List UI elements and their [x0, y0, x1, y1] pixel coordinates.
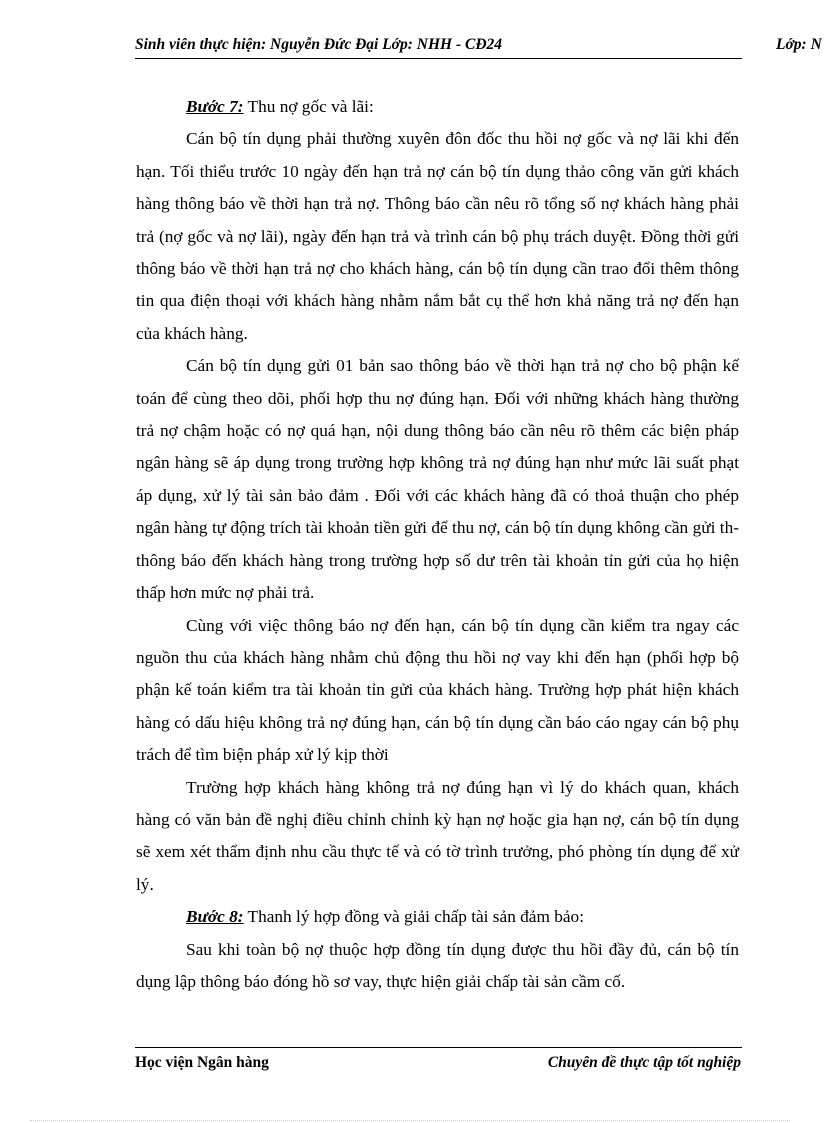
step-7-heading	[136, 91, 739, 123]
step-8-label: Bước 8:	[186, 907, 244, 927]
paragraph-5: Sau khi toàn bộ nợ thuộc hợp đồng tín dụng được thu hồi đầy đủ, cán bộ tín dụng lập thông báo đóng hồ sơ vay, thực hiện giải chấp tài sản cầm cố.	[136, 939, 739, 991]
page-header	[135, 36, 835, 54]
footer-institution: Học viện Ngân hàng	[135, 1054, 269, 1071]
step-7-label: Bước 7:	[186, 97, 244, 116]
step-7-title: Thu nợ gốc và lãi:	[243, 97, 374, 116]
step-8-title: Thanh lý hợp đồng và giải chấp tài sản đảm bảo:	[243, 907, 584, 927]
paragraph-2: Cán bộ tín dụng gửi 01 bản sao thông báo về thời hạn trả nợ cho bộ phận kế toán để cùng theo dõi, phối hợp thu nợ đúng hạn. Đối với những khách hàng thường trả nợ chậm hoặc có nợ quá hạn, nội dung thông báo cần nêu rõ thêm các biện pháp ngân hàng sẽ áp dụng trong trường hợp không trả nợ đúng hạn như mức lãi suất phạt áp dụng, xử lý tài sản bảo đảm . Đối với các khách hàng đã có thoả thuận cho phép ngân hàng tự động trích tài khoản tiền gửi để thu nợ, cán bộ tín dụng không cần gửi th- thông báo đến khách hàng trong trường hợp số dư trên tài khoản tỉn gửi của họ hiện thấp hơn mức nợ phải trả.	[136, 356, 739, 603]
page-bottom-edge	[30, 1120, 790, 1121]
paragraph-1: Cán bộ tín dụng phải thường xuyên đôn đốc thu hồi nợ gốc và nợ lãi khi đến hạn. Tối thiểu trước 10 ngày đến hạn trả nợ cán bộ tín dụng thảo công văn gửi khách hàng thông báo về thời hạn trả nợ. Thông báo cần nêu rõ tổng số nợ khách hàng phải trả (nợ gốc và nợ lãi), ngày đến hạn trả và trình cán bộ phụ trách duyệt. Đồng thời gửi thông báo về thời hạn trả nợ cho khách hàng, cán bộ tín dụng cần trao đổi thêm thông tin qua điện thoại với khách hàng nhằm nắm bắt cụ thể hơn khả năng trả nợ đến hạn của khách hàng.	[136, 129, 739, 343]
paragraph-4: Trường hợp khách hàng không trả nợ đúng hạn vì lý do khách quan, khách hàng có văn bản đề nghị điều chỉnh chỉnh kỳ hạn nợ hoặc gia hạn nợ, cán bộ tín dụng sẽ xem xét thẩm định nhu cầu thực tế và có tờ trình trưởng, phó phòng tín dụng để xử lý.	[136, 777, 739, 894]
footer-document-type: Chuyên đề thực tập tốt nghiệp	[547, 1054, 741, 1071]
paragraph-3: Cùng với việc thông báo nợ đến hạn, cán bộ tín dụng cần kiểm tra ngay các nguồn thu của khách hàng nhằm chủ động thu hồi nợ vay khi đến hạn (phối hợp bộ phận kế toán kiểm tra tài khoản tỉn gửi của khách hàng. Trường hợp phát hiện khách hàng có dấu hiệu không trả nợ đúng hạn, cán bộ tín dụng cần báo cáo ngay cán bộ phụ trách để tìm biện pháp xử lý kịp thời	[136, 615, 739, 765]
header-class-info: Lớp: N	[776, 36, 822, 53]
footer-divider	[135, 1047, 742, 1048]
header-divider	[135, 58, 742, 59]
step-8-heading	[136, 901, 739, 933]
document-body	[136, 91, 739, 998]
header-student-info: Sinh viên thực hiện: Nguyễn Đức Đại Lớp: NHH - CĐ24	[135, 36, 503, 53]
